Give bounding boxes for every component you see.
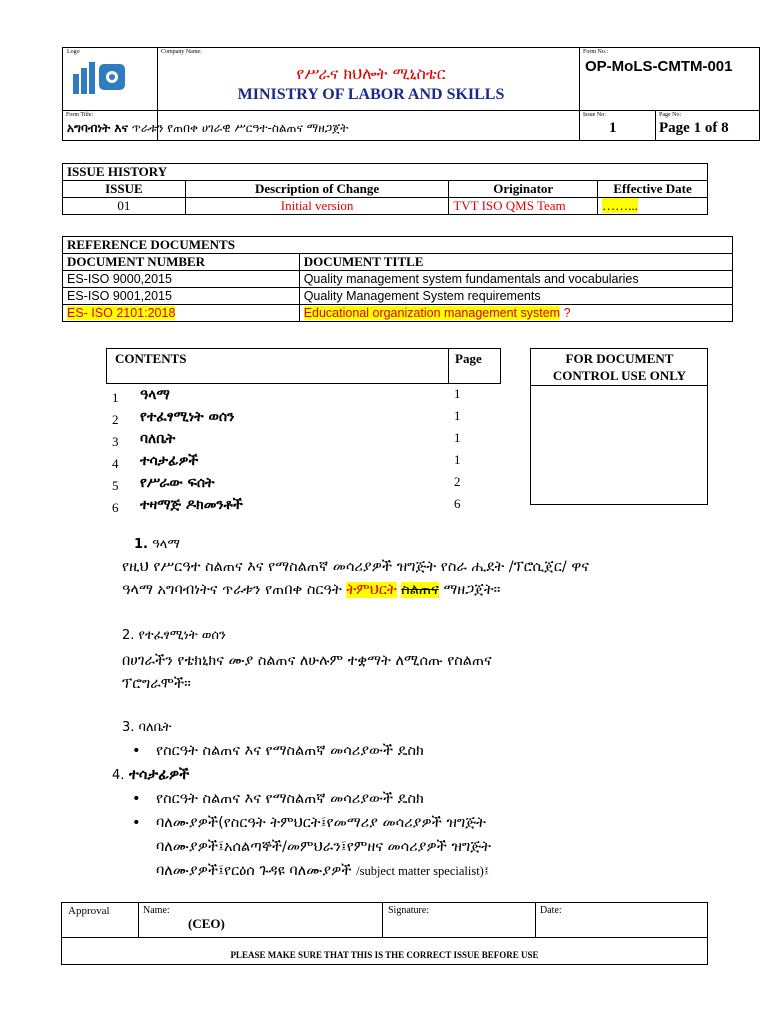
contents-title: ተዛማጅ ዶክመንቶች	[140, 497, 243, 513]
table-row	[63, 288, 733, 305]
doc-number-cell	[63, 305, 300, 322]
reference-title: REFERENCE DOCUMENTS	[63, 237, 733, 254]
contents-page: 2	[454, 474, 461, 489]
document-control-label	[531, 350, 708, 384]
section-1-title: ዓላማ	[152, 537, 180, 552]
contents-number: 5	[112, 478, 119, 493]
contents-title: የሥራው ፍሰት	[140, 475, 215, 491]
doc-number-cell: ES-ISO 9001,2015	[63, 288, 300, 305]
section-4-number: 4.	[112, 768, 125, 783]
col-document-number: DOCUMENT NUMBER	[63, 254, 300, 271]
section-2-line-1: በሀገራችን የቴክኒክና ሙያ ስልጠና ለሁሉም ተቋማት ለሚሰጡ የስልጠና	[122, 653, 492, 669]
section-4-bullet-2-line-1: ባለሙያዎች(የስርዓት ትምህርት፤የመማሪያ መሳሪያዎች ዝግጅት	[156, 815, 486, 831]
section-4-title: ተሳታፊዎች	[129, 767, 190, 783]
table-row	[63, 305, 733, 322]
col-effective-date: Effective Date	[598, 181, 708, 198]
logo-label: Logo	[67, 49, 80, 55]
description-cell: Initial version	[185, 198, 449, 215]
signature-label: Signature:	[388, 905, 430, 916]
issue-number: 1	[609, 120, 617, 136]
issue-no-label: Issue No:	[583, 112, 606, 118]
list-item[interactable]	[112, 408, 492, 430]
originator-cell: TVT ISO QMS Team	[449, 198, 598, 215]
company-name-label: Company Name:	[161, 49, 202, 55]
contents-heading: CONTENTS	[115, 351, 187, 366]
col-originator: Originator	[449, 181, 598, 198]
date-label: Date:	[540, 905, 562, 916]
doc-title-cell	[299, 305, 732, 322]
contents-page: 1	[454, 408, 461, 423]
col-description: Description of Change	[185, 181, 449, 198]
contents-page: 1	[454, 430, 461, 445]
contents-list	[112, 386, 492, 518]
section-1-line-2	[122, 582, 500, 598]
section-4-bullet-2-line-3-text: ባለሙያዎች፤የርዕሰ ጉዳዩ ባለሙያዎች	[156, 863, 357, 879]
list-item[interactable]	[112, 496, 492, 518]
reference-documents-table	[62, 236, 733, 322]
issue-cell: 01	[63, 198, 186, 215]
section-4-bullet-1	[132, 791, 424, 807]
contents-title: ባለቤት	[140, 431, 176, 447]
form-title	[67, 121, 348, 136]
question-mark: ?	[563, 306, 571, 320]
list-item[interactable]	[112, 474, 492, 496]
section-1-heading	[134, 537, 180, 552]
col-issue: ISSUE	[63, 181, 186, 198]
list-item[interactable]	[112, 386, 492, 408]
section-3-bullet-text: የስርዓት ስልጠና እና የማስልጠኛ መሳሪያውች ዴስክ	[156, 743, 424, 759]
section-1-text-b: ማዘጋጀት።	[438, 582, 501, 598]
issue-notice: PLEASE MAKE SURE THAT THIS IS THE CORRECT ISSUE BEFORE USE	[230, 950, 539, 960]
page-column-heading: Page	[455, 351, 482, 366]
name-value: (CEO)	[188, 916, 225, 931]
section-1-number: 1.	[134, 537, 148, 552]
contents-number: 4	[112, 456, 119, 471]
section-4-bullet-2	[132, 815, 486, 831]
document-control-line2: CONTROL USE ONLY	[552, 368, 687, 383]
contents-number: 1	[112, 390, 119, 405]
list-item[interactable]	[112, 452, 492, 474]
section-4-bullet-1-text: የስርዓት ስልጠና እና የማስልጠኛ መሳሪያውች ዴስክ	[156, 791, 424, 807]
doc-number-highlight: ES- ISO 2101:2018	[67, 306, 176, 320]
bullet-icon: •	[132, 791, 141, 807]
contents-title: ዓላማ	[140, 387, 170, 403]
table-row	[63, 198, 708, 215]
section-4-bullet-2-tail: /subject matter specialist)፤	[356, 864, 489, 878]
section-4-bullet-2-line-3	[156, 863, 489, 879]
form-no-label: Form No.:	[583, 49, 609, 55]
section-2-heading: 2. የተፈፃሚነት ወሰን	[122, 628, 226, 643]
document-control-line1: FOR DOCUMENT	[565, 351, 674, 366]
form-number: OP-MoLS-CMTM-001	[585, 58, 733, 75]
form-title-bold: አግባብነት እና	[67, 121, 128, 135]
form-title-label: Form Title:	[66, 112, 94, 118]
page-no-label: Page No:	[659, 112, 682, 118]
contents-number: 6	[112, 500, 119, 515]
section-4-heading	[112, 767, 189, 783]
table-row	[63, 271, 733, 288]
company-name-amharic: የሥራና ክህሎት ሚኒስቴር	[296, 64, 446, 83]
section-1-struck-word: ስልጠና	[401, 582, 439, 598]
contents-page: 6	[454, 496, 461, 511]
effective-date-cell	[598, 198, 708, 215]
section-1-inserted-word: ትምህርት	[346, 582, 397, 598]
doc-title-highlight: Educational organization management system	[303, 306, 561, 320]
section-3-bullet	[132, 743, 424, 759]
contents-page: 1	[454, 386, 461, 401]
form-title-rest: ጥራቱን የጠበቀ ሀገራዊ ሥርዓተ-ስልጠና ማዘጋጀት	[127, 121, 349, 135]
document-header	[62, 47, 760, 141]
bullet-icon: •	[132, 743, 141, 759]
name-label: Name:	[143, 905, 170, 916]
issue-history-table	[62, 163, 708, 215]
issue-history-title: ISSUE HISTORY	[63, 164, 708, 181]
company-name-english: MINISTRY OF LABOR AND SKILLS	[237, 86, 505, 103]
section-1-line-1: የዚህ የሥርዓተ ስልጠና እና የማስልጠኛ መሳሪያዎች ዝግጅት የስራ ሒደት /ፕሮሲጀር/ ዋና	[122, 559, 589, 575]
doc-title-cell: Quality management system fundamentals and vocabularies	[299, 271, 732, 288]
doc-title-cell: Quality Management System requirements	[299, 288, 732, 305]
approval-label: Approval	[68, 905, 110, 917]
contents-header-box	[106, 348, 501, 384]
section-3-heading: 3. ባለቤት	[122, 720, 172, 735]
approval-footer	[61, 902, 708, 965]
ministry-logo	[71, 58, 137, 98]
section-1-text-a: ዓላማ አግባብነትና ጥራቱን የጠበቀ ስርዓት	[122, 582, 347, 598]
contents-number: 3	[112, 434, 119, 449]
col-document-title: DOCUMENT TITLE	[299, 254, 732, 271]
page-number: Page 1 of 8	[659, 120, 729, 136]
contents-title: የተፈፃሚነት ወሰን	[140, 409, 235, 425]
contents-number: 2	[112, 412, 119, 427]
section-2-line-2: ፕሮግራሞች።	[122, 676, 191, 692]
section-4-bullet-2-line-2: ባለሙያዎች፤አሰልጣኞች/መምህራን፤የምዘና መሳሪያዎች ዝግጅት	[156, 839, 491, 855]
bullet-icon: •	[132, 815, 141, 831]
doc-number-cell: ES-ISO 9000,2015	[63, 271, 300, 288]
list-item[interactable]	[112, 430, 492, 452]
document-control-box	[530, 348, 708, 505]
contents-page: 1	[454, 452, 461, 467]
contents-title: ተሳታፊዎች	[140, 453, 199, 469]
effective-date-value: ……...	[602, 198, 638, 213]
